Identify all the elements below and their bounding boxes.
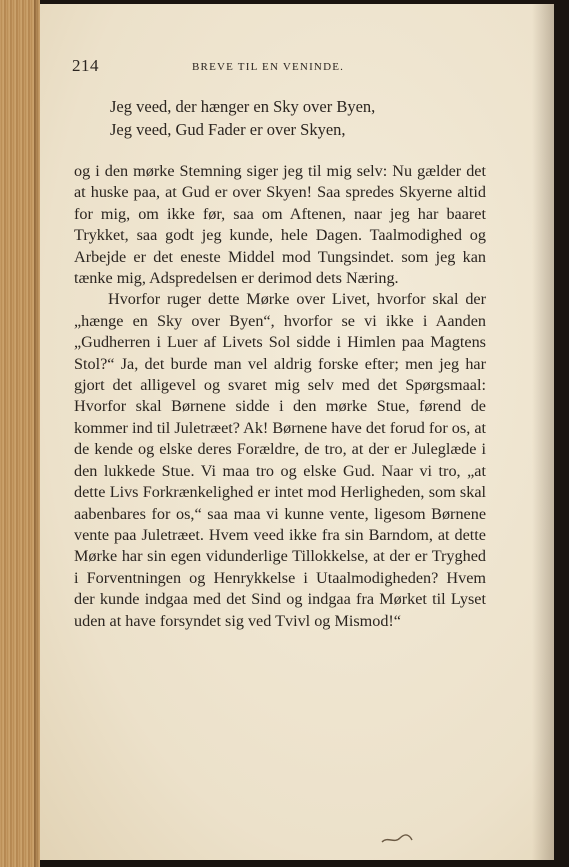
book-page-edges xyxy=(0,0,40,867)
page-number: 214 xyxy=(72,56,99,75)
page-gutter-shadow xyxy=(532,4,554,860)
verse-line: Jeg veed, der hænger en Sky over Byen, xyxy=(110,97,376,116)
paragraph: Hvorfor ruger dette Mørke over Livet, hvorfor skal der „hænge en Sky over Byen“, hvorfor se vi ikke i Aanden „Gudherren i Luer af Livets Sol sidde i Himlen paa Magtens Stol?“ Ja, det burde man vel aldrig forske efter; men jeg har gjort det alligevel og svaret mig selv med det Spørgsmaal: Hvorfor skal Børnene sidde i den mørke Stue, førend de kommer ind til Juletræet? Ak! Børnene have det forud for os, at de kende og elske deres Forældre, de tro, at der er Juleglæde i den lukkede Stue. Vi maa tro og elske Gud. Naar vi tro, „at dette Livs Forkrænkelighed er intet mod Herligheden, som skal aabenbares for os,“ saa maa vi kunne vente, ligesom Børnene vente paa Juletræet. Hvem veed ikke fra sin Barndom, at dette Mørke har sin egen vidunderlige Tillokkelse, at der er Tryghed i Forventningen og Henrykkelse i Utaalmodigheden? Hvem der kunde indgaa med det Sind og indgaa fra Mørket til Lyset uden at have forsyndet sig ved Tvivl og Mismod!“ xyxy=(74,290,486,630)
running-title: BREVE TIL EN VENINDE. xyxy=(192,61,345,73)
verse-quote xyxy=(110,95,375,141)
ink-mark-icon xyxy=(380,832,414,846)
body-text xyxy=(74,161,486,632)
paragraph: og i den mørke Stemning siger jeg til mig selv: Nu gælder det at huske paa, at Gud er over Skyen! Saa spredes Skyerne altid for mig, om ikke før, saa om Aftenen, naar jeg har baaret Trykket, saa godt jeg kunde, hele Dagen. Taalmodighed og Arbejde er det eneste Middel mod Tungsindet. som jeg kan tænke mig, Adspredelsen er derimod dets Næring. xyxy=(74,162,486,288)
verse-line: Jeg veed, Gud Fader er over Skyen, xyxy=(110,120,346,139)
